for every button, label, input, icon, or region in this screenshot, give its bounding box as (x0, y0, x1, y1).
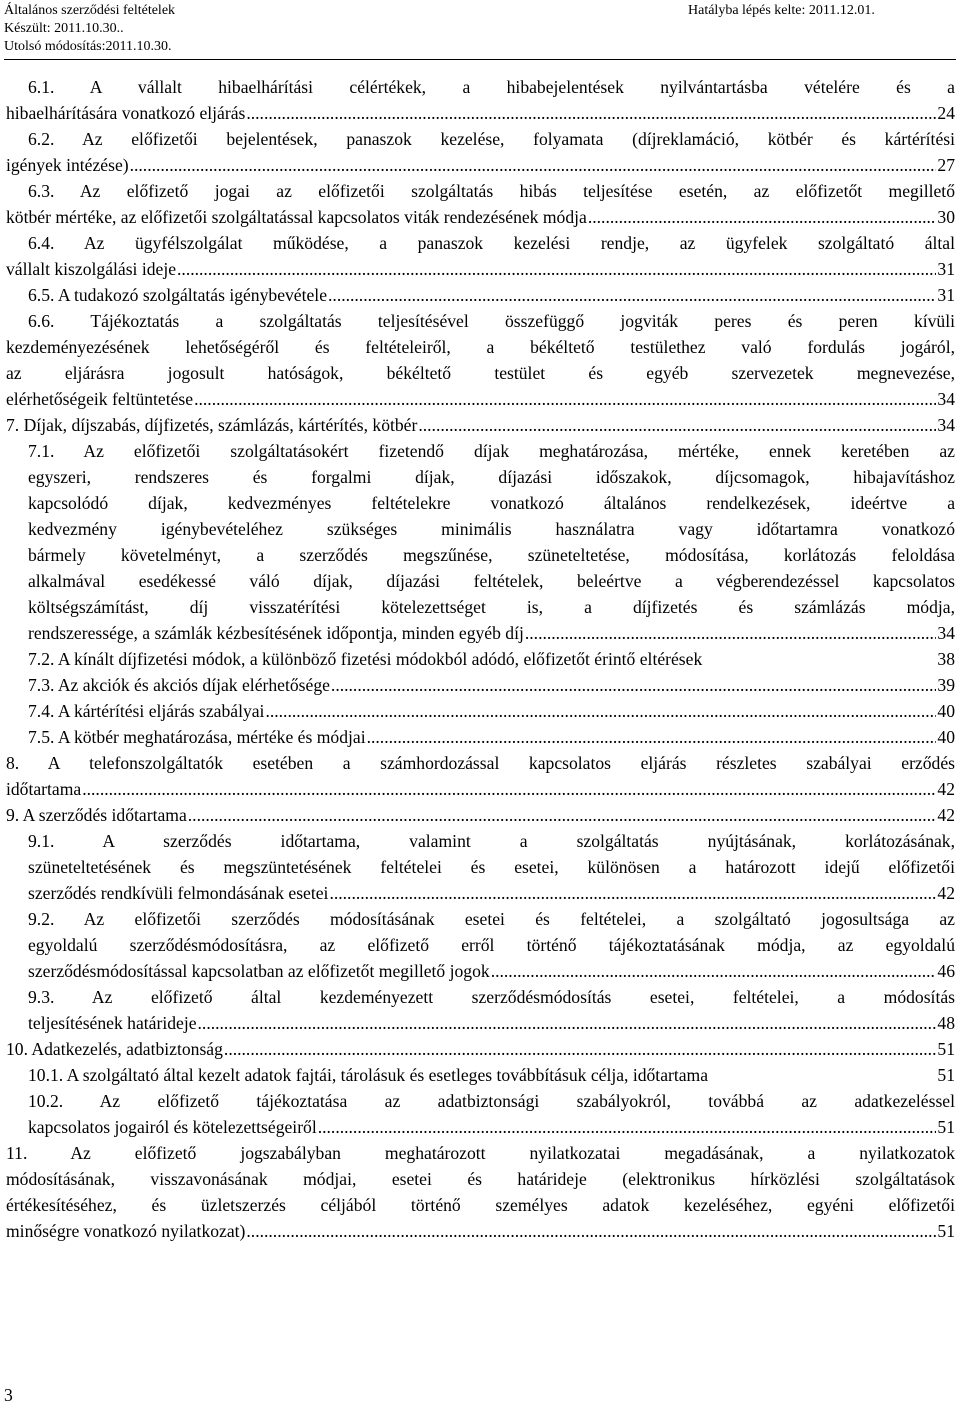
toc-leader-dots (525, 620, 937, 646)
toc-leader-dots (588, 204, 937, 230)
toc-page-number: 24 (937, 103, 955, 123)
toc-entry-line: értékesítéséhez, és üzletszerzés céljából történő személyes adatok kezeléséhez, egyéni előfizetői (6, 1195, 955, 1215)
toc-entry-line: egyoldalú szerződésmódosításra, az előfizető erről történő tájékoztatásának módja, az egyoldalú (28, 935, 955, 955)
document-title: Általános szerződési feltételek (4, 3, 176, 18)
toc-entry-line: szüneteltetésének és megszüntetésének feltételei és esetei, különösen a határozott idejű előfizetői (28, 857, 955, 877)
toc-entry-last-line (6, 386, 955, 412)
toc-entry-text: szerződés rendkívüli felmondásának esetei (28, 883, 329, 903)
toc-page-number: 46 (937, 961, 955, 981)
toc-entry[interactable] (0, 698, 955, 724)
toc-entry-last-line (28, 672, 955, 698)
toc-entry-last-line (28, 620, 955, 646)
toc-entry[interactable] (0, 308, 955, 412)
toc-page-number: 31 (937, 285, 955, 305)
toc-entry-line: 6.3. Az előfizető jogai az előfizetői szolgáltatás hibás teljesítése esetén, az előfizetőt megillető (28, 181, 955, 201)
toc-page-number: 30 (937, 207, 955, 227)
toc-entry-line: kezdeményezésének lehetőségéről és feltételeiről, a békéltető testülethez való fordulás jogáról, (6, 337, 955, 357)
toc-entry-text: 10.1. A szolgáltató által kezelt adatok fajtái, tárolásuk és esetleges továbbításuk célja, időtartama (28, 1065, 709, 1085)
toc-entry-text: 6.5. A tudakozó szolgáltatás igénybevétele (28, 285, 328, 305)
toc-entry-line: 6.1. A vállalt hibaelhárítási célértékek, a hibabejelentések nyilvántartásba vételére és a (28, 77, 955, 97)
page-number: 3 (4, 1385, 13, 1405)
toc-leader-dots (198, 1010, 937, 1036)
toc-entry-line: 9.3. Az előfizető által kezdeményezett szerződésmódosítás esetei, feltételei, a módosítás (28, 987, 955, 1007)
toc-leader-dots (82, 776, 936, 802)
toc-page-number: 51 (937, 1117, 955, 1137)
toc-page-number: 51 (937, 1221, 955, 1241)
toc-leader-dots (246, 1218, 936, 1244)
toc-leader-dots (246, 100, 936, 126)
toc-entry[interactable] (0, 1036, 955, 1062)
toc-entry-text: időtartama (6, 779, 82, 799)
toc-entry[interactable] (0, 126, 955, 178)
toc-entry-line: kapcsolódó díjak, kedvezményes feltételekre vonatkozó általános rendelkezések, ideértve a (28, 493, 955, 513)
toc-entry-last-line (28, 1062, 955, 1088)
toc-page-number: 40 (937, 727, 955, 747)
toc-entry-last-line (28, 1114, 955, 1140)
toc-entry[interactable] (0, 672, 955, 698)
toc-leader-dots (318, 1114, 937, 1140)
toc-entry-line: 6.2. Az előfizetői bejelentések, panaszok kezelése, folyamata (díjreklamáció, kötbér és kártérítési (28, 129, 955, 149)
toc-page-number: 31 (937, 259, 955, 279)
toc-entry-text: 10. Adatkezelés, adatbiztonság (6, 1039, 223, 1059)
toc-page-number: 40 (937, 701, 955, 721)
toc-entry[interactable] (0, 230, 955, 282)
toc-entry-last-line (6, 1036, 955, 1062)
toc-entry-last-line (6, 802, 955, 828)
toc-entry-line: módosításának, visszavonásának módjai, esetei és határideje (elektronikus hírközlési szolgáltatások (6, 1169, 955, 1189)
toc-page-number: 42 (937, 883, 955, 903)
toc-entry[interactable] (0, 802, 955, 828)
toc-entry-last-line (28, 880, 955, 906)
toc-page-number: 34 (937, 415, 955, 435)
toc-leader-dots (265, 698, 936, 724)
toc-page-number: 42 (937, 805, 955, 825)
toc-entry-last-line (28, 724, 955, 750)
toc-entry[interactable] (0, 724, 955, 750)
toc-entry-line: 9.1. A szerződés időtartama, valamint a szolgáltatás nyújtásának, korlátozásának, (28, 831, 955, 851)
toc-entry-line: 9.2. Az előfizetői szerződés módosításának esetei és feltételei, a szolgáltató jogosultsága az (28, 909, 955, 929)
header-divider (4, 59, 956, 60)
toc-entry-line: kedvezmény igénybevételéhez szükséges minimális használatra vagy időtartamra vonatkozó (28, 519, 955, 539)
toc-entry-last-line (6, 776, 955, 802)
toc-entry[interactable] (0, 282, 955, 308)
toc-entry-text: 7. Díjak, díjszabás, díjfizetés, számlázás, kártérítés, kötbér (6, 415, 418, 435)
toc-page-number: 38 (937, 649, 955, 669)
effective-date: Hatályba lépés kelte: 2011.12.01. (688, 3, 875, 18)
toc-page-number: 51 (937, 1039, 955, 1059)
page-header (0, 2, 960, 62)
header-right (688, 2, 875, 20)
toc-entry-last-line (28, 282, 955, 308)
toc-entry-line: 7.1. Az előfizetői szolgáltatásokért fizetendő díjak meghatározása, mértéke, ennek keretében az (28, 441, 955, 461)
toc-entry[interactable] (0, 1062, 955, 1088)
toc-leader-dots (329, 880, 936, 906)
toc-entry-last-line (6, 412, 955, 438)
toc-entry-line: az eljárásra jogosult hatóságok, békéltető testület és egyéb szervezetek megnevezése, (6, 363, 955, 383)
toc-entry-text: elérhetőségeik feltüntetése (6, 389, 194, 409)
toc-entry[interactable] (0, 906, 955, 984)
toc-leader-dots (188, 802, 937, 828)
toc-entry[interactable] (0, 1088, 955, 1140)
toc-entry-last-line (28, 958, 955, 984)
toc-entry-text: kapcsolatos jogairól és kötelezettségeiről (28, 1117, 317, 1137)
toc-page-number: 27 (937, 155, 955, 175)
toc-entry-text: 7.2. A kínált díjfizetési módok, a különböző fizetési módokból adódó, előfizetőt érintő eltérések (28, 649, 703, 669)
toc-leader-dots (130, 152, 937, 178)
toc-leader-dots (328, 282, 936, 308)
toc-entry-text: minőségre vonatkozó nyilatkozat) (6, 1221, 246, 1241)
toc-page-number: 34 (937, 389, 955, 409)
toc-entry-last-line (6, 1218, 955, 1244)
toc-leader-dots (177, 256, 936, 282)
toc-entry-last-line (28, 698, 955, 724)
toc-entry-last-line (28, 1010, 955, 1036)
toc-page-number: 42 (937, 779, 955, 799)
toc-leader-dots (194, 386, 936, 412)
toc-entry-line: egyszeri, rendszeres és forgalmi díjak, díjazási időszakok, díjcsomagok, hibajavításhoz (28, 467, 955, 487)
toc-entry-line: 6.6. Tájékoztatás a szolgáltatás teljesítésével összefüggő jogviták peres és peren kívüli (28, 311, 955, 331)
toc-entry[interactable] (0, 438, 955, 646)
toc-entry[interactable] (0, 646, 955, 672)
toc-entry-last-line (6, 256, 955, 282)
toc-leader-dots (367, 724, 937, 750)
toc-page-number: 51 (937, 1065, 955, 1085)
header-left (4, 2, 175, 56)
toc-entry[interactable] (0, 828, 955, 906)
toc-page-number: 39 (937, 675, 955, 695)
toc-entry-text: 9. A szerződés időtartama (6, 805, 187, 825)
toc-entry-last-line (6, 100, 955, 126)
toc-leader-dots (224, 1036, 936, 1062)
toc-entry-text: 7.4. A kártérítési eljárás szabályai (28, 701, 265, 721)
toc-entry-line: 11. Az előfizető jogszabályban meghatározott nyilatkozatai megadásának, a nyilatkozatok (6, 1143, 955, 1163)
toc-entry[interactable] (0, 74, 955, 126)
toc-entry-line: költségszámítást, díj visszatérítési kötelezettséget is, a díjfizetés és számlázás módja, (28, 597, 955, 617)
toc-page-number: 34 (937, 623, 955, 643)
toc-leader-dots (491, 958, 937, 984)
toc-entry-text: 7.3. Az akciók és akciós díjak elérhetősége (28, 675, 330, 695)
toc-entry-last-line (28, 646, 955, 672)
toc-entry-text: teljesítésének határideje (28, 1013, 197, 1033)
toc-entry-text: hibaelhárítására vonatkozó eljárás (6, 103, 246, 123)
toc-entry-text: vállalt kiszolgálási ideje (6, 259, 177, 279)
toc-page-number: 48 (937, 1013, 955, 1033)
toc-entry-line: 6.4. Az ügyfélszolgálat működése, a panaszok kezelési rendje, az ügyfelek szolgáltató által (28, 233, 955, 253)
toc-entry-line: 10.2. Az előfizető tájékoztatása az adatbiztonsági szabályokról, továbbá az adatkezeléssel (28, 1091, 955, 1111)
table-of-contents (0, 74, 960, 1244)
toc-entry-text: szerződésmódosítással kapcsolatban az előfizetőt megillető jogok (28, 961, 490, 981)
toc-leader-dots (331, 672, 936, 698)
toc-entry-line: bármely követelményt, a szerződés megszűnése, szüneteltetése, módosítása, korlátozás feloldása (28, 545, 955, 565)
modified-date: Utolsó módosítás:2011.10.30. (4, 39, 172, 54)
toc-entry[interactable] (0, 750, 955, 802)
toc-entry-text: igények intézése) (6, 155, 129, 175)
toc-entry-line: alkalmával esedékessé váló díjak, díjazási feltételek, beleértve a végberendezéssel kapcsolatos (28, 571, 955, 591)
toc-entry-text: 7.5. A kötbér meghatározása, mértéke és módjai (28, 727, 366, 747)
toc-entry[interactable] (0, 1140, 955, 1244)
toc-entry[interactable] (0, 984, 955, 1036)
toc-entry-last-line (6, 152, 955, 178)
toc-entry[interactable] (0, 412, 955, 438)
toc-entry[interactable] (0, 178, 955, 230)
toc-entry-text: kötbér mértéke, az előfizetői szolgáltatással kapcsolatos viták rendezésének módja (6, 207, 587, 227)
toc-entry-line: 8. A telefonszolgáltatók esetében a számhordozással kapcsolatos eljárás részletes szabályai erződés (6, 753, 955, 773)
toc-entry-last-line (6, 204, 955, 230)
created-date: Készült: 2011.10.30.. (4, 21, 124, 36)
toc-leader-dots (418, 412, 936, 438)
toc-entry-text: rendszeressége, a számlák kézbesítésének időpontja, minden egyéb díj (28, 623, 524, 643)
